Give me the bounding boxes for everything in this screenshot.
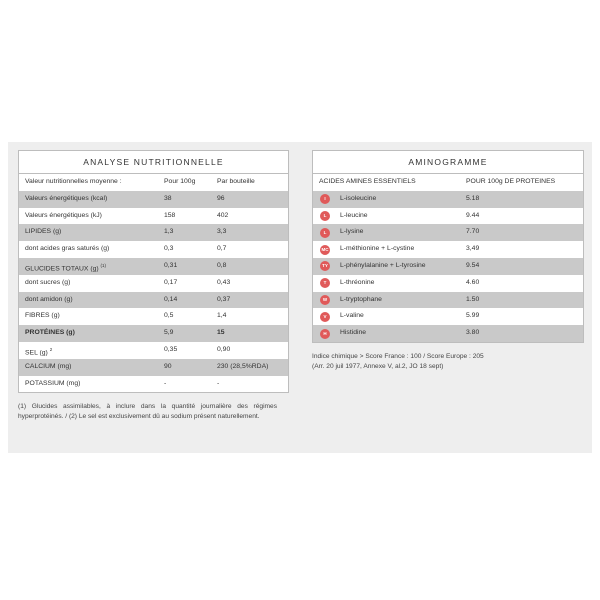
row-label: Valeurs énergétiques (kcal) [25, 194, 108, 202]
amino-name: L-leucine [340, 211, 368, 219]
amino-name: L-valine [340, 312, 364, 320]
row-per100: 5,9 [164, 329, 174, 337]
amino-name: L-tryptophane [340, 295, 382, 303]
amino-name: L-lysine [340, 228, 364, 236]
header-label: Valeur nutritionnelles moyenne : [25, 178, 122, 185]
amino-badge-icon: T [320, 278, 330, 288]
nutrition-header-row [19, 174, 288, 191]
row-per100: 0,3 [164, 245, 174, 253]
table-row [313, 275, 583, 292]
row-bottle: 230 (28,5%RDA) [217, 362, 269, 370]
amino-value: 3.80 [466, 329, 480, 337]
amino-name: L-thréonine [340, 278, 375, 286]
row-label: SEL (g) [25, 349, 48, 357]
row-label: CALCIUM (mg) [25, 362, 72, 370]
aminogram-title: AMINOGRAMME [313, 151, 583, 174]
amino-badge-icon: L [320, 211, 330, 221]
amino-badge-icon: TY [320, 261, 330, 271]
amino-name: L-méthionine + L-cystine [340, 245, 415, 253]
row-label: dont acides gras saturés (g) [25, 245, 110, 253]
table-row [313, 224, 583, 241]
row-per100: 0,14 [164, 295, 178, 303]
row-label: dont amidon (g) [25, 295, 73, 303]
row-footnote-ref: 2 [49, 346, 53, 352]
amino-value: 9.44 [466, 211, 480, 219]
amino-badge-icon: MC [320, 245, 330, 255]
amino-badge-icon: H [320, 329, 330, 339]
amino-name: L-isoleucine [340, 194, 377, 202]
table-row [313, 258, 583, 275]
nutrition-table [18, 150, 289, 393]
table-row [313, 208, 583, 225]
amino-value: 4.60 [466, 278, 480, 286]
row-per100: 1,3 [164, 228, 174, 236]
table-row [19, 208, 288, 225]
row-label: LIPIDES (g) [25, 228, 62, 236]
row-per100: 38 [164, 194, 172, 202]
amino-badge-icon: I [320, 194, 330, 204]
table-row [19, 308, 288, 325]
table-row [313, 292, 583, 309]
row-per100: 0,17 [164, 278, 178, 286]
row-bottle: 0,7 [217, 245, 227, 253]
row-label: Valeurs énergétiques (kJ) [25, 211, 102, 219]
row-per100: 158 [164, 211, 176, 219]
amino-value: 7.70 [466, 228, 480, 236]
amino-value: 3,49 [466, 245, 480, 253]
amino-badge-icon: L [320, 228, 330, 238]
header-amino-acids: ACIDES AMINES ESSENTIELS [319, 178, 416, 185]
row-per100: 90 [164, 362, 172, 370]
row-bottle: 0,8 [217, 261, 227, 269]
row-bottle: 402 [217, 211, 229, 219]
row-footnote-ref: (1) [100, 262, 107, 268]
amino-badge-icon: W [320, 295, 330, 305]
amino-value: 9.54 [466, 261, 480, 269]
table-row [313, 308, 583, 325]
table-row [19, 376, 288, 393]
row-bottle: 1,4 [217, 312, 227, 320]
table-row [313, 241, 583, 258]
table-row [19, 359, 288, 376]
row-per100: 0,31 [164, 261, 178, 269]
table-row [313, 191, 583, 208]
table-row [19, 325, 288, 342]
row-bottle: 15 [217, 329, 225, 337]
table-row [19, 342, 288, 359]
chemical-index-note [312, 352, 582, 372]
nutrition-title: ANALYSE NUTRITIONNELLE [19, 151, 288, 174]
aminogram-table [312, 150, 584, 343]
table-row [19, 191, 288, 208]
amino-name: Histidine [340, 329, 367, 337]
amino-value: 1.50 [466, 295, 480, 303]
row-bottle: 0,37 [217, 295, 231, 303]
row-label: dont sucres (g) [25, 278, 71, 286]
table-row [313, 325, 583, 342]
table-row [19, 292, 288, 309]
footnote: (1) Glucides assimilables, à inclure dans la quantité journalière des régimes hyperprotéinés. / (2) Le sel est exclusivement dû au sodium présent naturellement. [18, 403, 277, 420]
table-row [19, 241, 288, 258]
row-bottle: 0,90 [217, 345, 231, 353]
chemical-index-line: Indice chimique > Score France : 100 / Score Europe : 205 [312, 353, 484, 360]
row-label: GLUCIDES TOTAUX (g) [25, 265, 99, 273]
header-per-100g-protein: POUR 100g DE PROTEINES [466, 178, 556, 185]
amino-badge-icon: V [320, 312, 330, 322]
table-row [19, 258, 288, 275]
table-row [19, 275, 288, 292]
row-label: FIBRES (g) [25, 312, 60, 320]
row-bottle: 96 [217, 194, 225, 202]
chemical-index-reference: (Arr. 20 juil 1977, Annexe V, al.2, JO 18 sept) [312, 363, 444, 370]
row-bottle: - [217, 379, 220, 387]
table-row [19, 224, 288, 241]
row-bottle: 3,3 [217, 228, 227, 236]
row-bottle: 0,43 [217, 278, 231, 286]
amino-name: L-phénylalanine + L-tyrosine [340, 261, 426, 269]
amino-value: 5.18 [466, 194, 480, 202]
row-per100: 0,5 [164, 312, 174, 320]
amino-value: 5.99 [466, 312, 480, 320]
row-label: POTASSIUM (mg) [25, 379, 81, 387]
header-per100: Pour 100g [164, 178, 196, 185]
header-bottle: Par bouteille [217, 178, 255, 185]
row-per100: 0,35 [164, 345, 178, 353]
row-per100: - [164, 379, 167, 387]
row-label: PROTÉINES (g) [25, 329, 75, 337]
aminogram-header-row [313, 174, 583, 191]
